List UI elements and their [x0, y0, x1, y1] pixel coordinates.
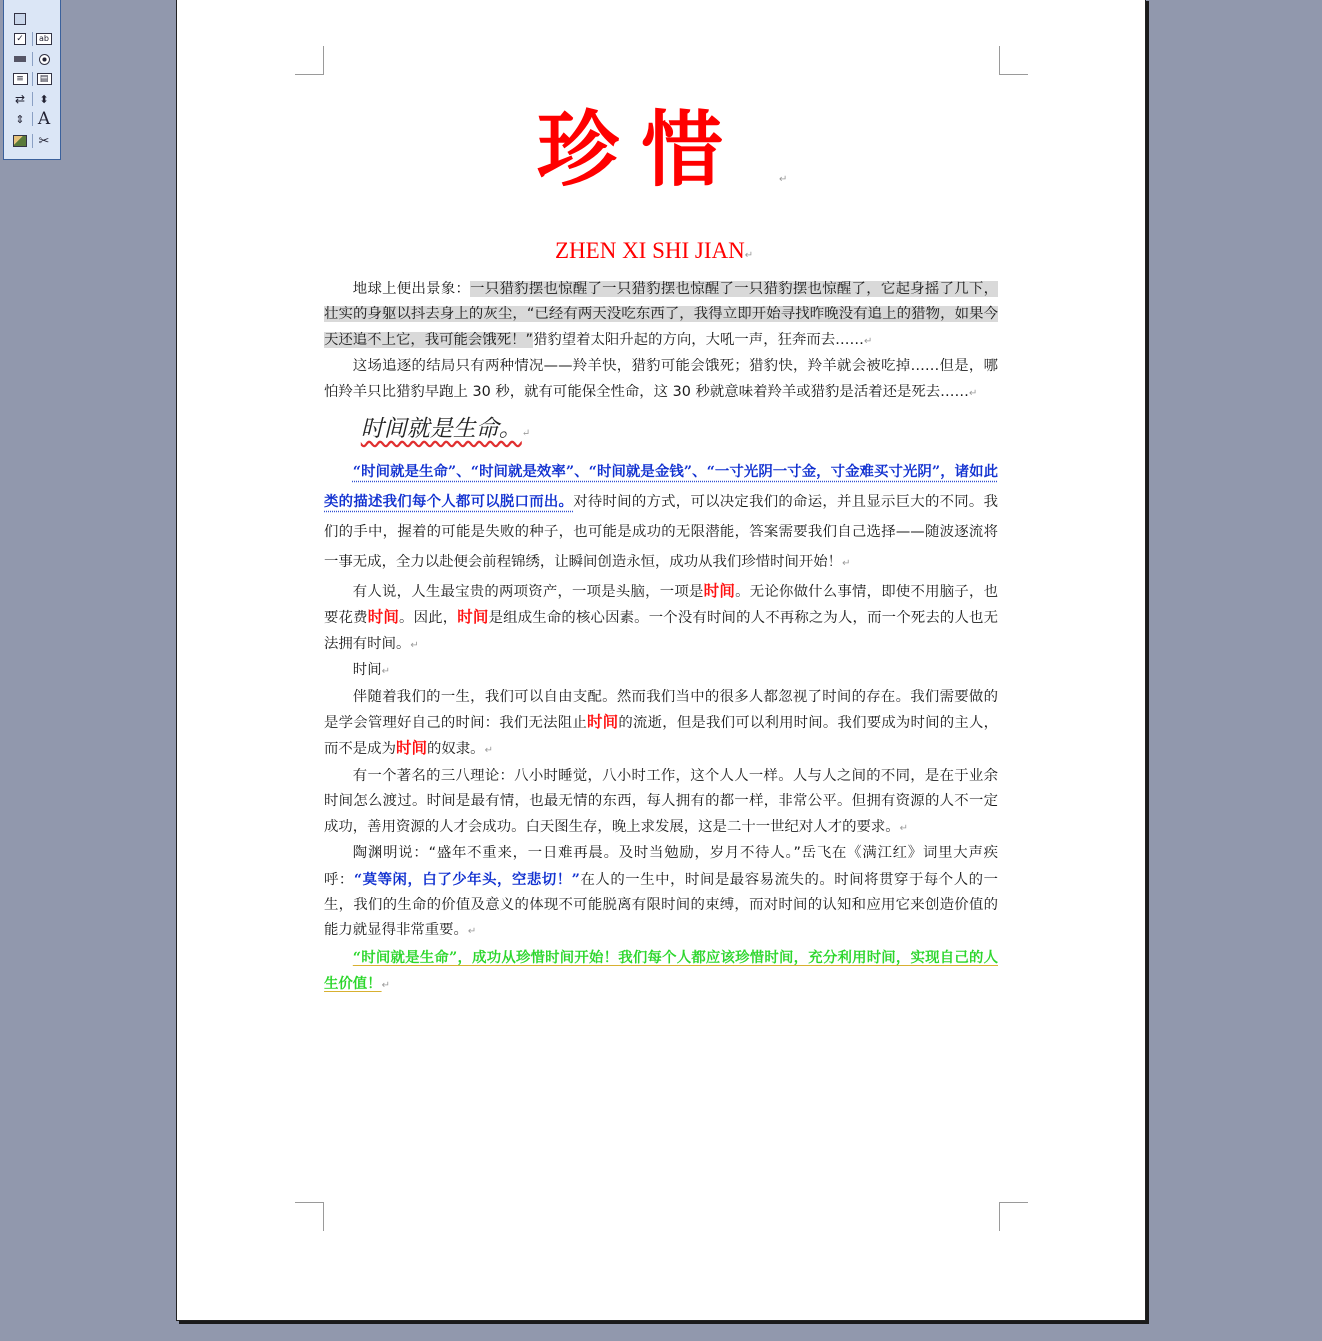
document-body[interactable]	[324, 277, 998, 999]
toolbox-row	[8, 109, 58, 129]
toggle-button-icon[interactable]: ⇄	[14, 92, 26, 106]
textbox-icon[interactable]: ab	[34, 30, 54, 48]
keyword-text: 时间	[703, 582, 736, 601]
toolbox-row	[8, 9, 58, 29]
label-icon[interactable]	[34, 110, 54, 128]
toolbox-separator	[32, 52, 33, 66]
paragraph	[324, 685, 998, 764]
paragraph-mark: ↵	[521, 428, 531, 440]
document-subtitle	[555, 238, 753, 264]
keyword-text: 时间	[395, 739, 427, 758]
keyword-text: 时间	[367, 608, 400, 627]
paragraph-mark: ↵	[381, 980, 390, 992]
command-button-icon[interactable]	[10, 50, 30, 68]
text-run: 。无论你做什么事情，即使不用脑子，也要花费	[324, 584, 998, 627]
text-run: 是组成生命的核心因素。一个没有时间的人不再称之为人，而一个死去的人也无法拥有时间。	[324, 610, 998, 652]
text-run: 的奴隶。	[426, 741, 485, 758]
toolbox-row	[8, 131, 58, 151]
toolbox-row	[8, 29, 58, 49]
control-toolbox	[3, 0, 61, 160]
paragraph-mark: ↵	[467, 926, 477, 938]
conclusion-text: “时间就是生命”，成功从珍惜时间开始！我们每个人都应该珍惜时间，充分利用时间，实现自己的人生价值！	[324, 948, 998, 993]
text-run: 陶渊明说：“盛年不重来，一日难再晨。及时当勉励，岁月不待人。”岳飞在《满江红》词里大声疾呼：	[324, 845, 998, 888]
emphasis-text: “莫等闲，白了少年头，空悲切！”	[353, 870, 580, 888]
paragraph-mark: ↵	[779, 174, 788, 185]
toolbox-separator	[32, 112, 33, 126]
text-run: 有人说，人生最宝贵的两项资产，一项是头脑，一项是	[352, 584, 704, 601]
document-page[interactable]	[176, 0, 1146, 1321]
paragraph-mark: ↵	[899, 822, 909, 834]
keyword-text: 时间	[457, 608, 489, 627]
spin-button-icon[interactable]: ⬍	[39, 92, 49, 106]
paragraph-mark: ↵	[744, 250, 754, 261]
paragraph	[324, 945, 998, 999]
text-run: 时间	[352, 662, 382, 679]
paragraph	[324, 841, 998, 945]
margin-corner-mark	[295, 1202, 324, 1231]
paragraph-mark: ↵	[410, 639, 419, 651]
margin-corner-mark	[999, 46, 1028, 75]
margin-corner-mark	[999, 1202, 1028, 1231]
option-button-icon[interactable]	[34, 50, 54, 68]
text-run: 地球上便出景象：	[352, 281, 471, 297]
paragraph	[324, 764, 998, 841]
text-run: 伴随着我们的一生，我们可以自由支配。然而我们当中的很多人都忽视了时间的存在。我们需要做的是学会管理好自己的时间：我们无法阻止	[324, 688, 998, 732]
paragraph-mark: ↵	[863, 335, 873, 347]
checkbox-icon[interactable]: ✓	[10, 30, 30, 48]
combo-box-icon[interactable]: ▤	[34, 70, 54, 88]
form-field-shading-icon[interactable]	[10, 10, 30, 28]
margin-corner-mark	[295, 46, 324, 75]
keyword-text: 时间	[586, 713, 619, 732]
more-controls-icon[interactable]: ✂	[38, 133, 50, 149]
toolbox-separator	[32, 92, 33, 106]
toolbox-row	[8, 69, 58, 89]
paragraph	[324, 354, 998, 406]
paragraph	[324, 457, 998, 579]
text-run: 猎豹望着太阳升起的方向，大吼一声，狂奔而去……	[532, 331, 864, 348]
toolbox-row	[8, 49, 58, 69]
toolbox-row	[8, 89, 58, 109]
toolbox-separator	[32, 72, 33, 86]
subtitle-text: ZHEN XI SHI JIAN	[555, 238, 745, 263]
scroll-bar-icon[interactable]: ⇕	[15, 112, 25, 126]
text-run: 这场追逐的结局只有两种情况——羚羊快，猎豹可能会饿死；猎豹快，羚羊就会被吃掉……但是，哪怕羚羊只比猎豹早跑上 30 秒，就有可能保全性命，这 30 秒就意味着羚羊或猎豹是活着还是死去……	[324, 358, 998, 400]
emphasis-text: “时间就是生命”、“时间就是效率”、“时间就是金钱”、“一寸光阴一寸金，寸金难买寸光阴”，诸如此类的描述我们每个人都可以脱口而出。	[324, 463, 998, 511]
text-run: 在人的一生中，时间是最容易流失的。时间将贯穿于每个人的一生，我们的生命的价值及意义的体现不可能脱离有限时间的束缚，而对时间的认知和应用它来创造价值的能力就显得非常重要。	[324, 871, 998, 939]
paragraph-mark: ↵	[968, 387, 978, 399]
text-run: 的流逝，但是我们可以利用时间。我们要成为时间的主人，而不是成为	[324, 715, 998, 758]
text-run: 对待时间的方式，可以决定我们的命运，并且显示巨大的不同。我们的手中，握着的可能是失败的种子，也可能是成功的无限潜能，答案需要我们自己选择——随波逐流将一事无成，全力以赴便会前程锦绣，让瞬间创造永恒，成功从我们珍惜时间开始！	[324, 494, 998, 571]
paragraph	[324, 579, 998, 658]
toolbox-separator	[32, 32, 33, 46]
toolbox-separator	[32, 134, 33, 148]
paragraph	[324, 277, 998, 354]
section-heading	[324, 416, 998, 447]
label-icon-glyph: A	[37, 108, 51, 129]
document-title: 珍惜	[537, 102, 746, 198]
heading-text: 时间就是生命。	[360, 416, 522, 443]
highlighted-text: 一只猎豹摆也惊醒了一只猎豹摆也惊醒了一只猎豹摆也惊醒了，它起身摇了几下，壮实的身躯以抖去身上的灰尘，“已经有两天没吃东西了，我得立即开始寻找昨晚没有追上的猎物，如果今天还追不上它，我可能会饿死！”	[324, 281, 998, 348]
paragraph-mark: ↵	[381, 666, 390, 678]
text-run: 有一个著名的三八理论：八小时睡觉，八小时工作，这个人人一样。人与人之间的不同，是在于业余时间怎么渡过。时间是最有情，也最无情的东西，每人拥有的都一样，非常公平。但拥有资源的人不一定成功，善用资源的人才会成功。白天图生存，晚上求发展，这是二十一世纪对人才的要求。	[324, 767, 998, 835]
list-box-icon[interactable]: ≡	[10, 70, 30, 88]
text-run: 。因此，	[399, 610, 458, 627]
image-icon[interactable]	[10, 132, 30, 150]
paragraph	[324, 658, 998, 684]
paragraph-mark: ↵	[484, 745, 493, 757]
paragraph-mark: ↵	[842, 558, 851, 570]
